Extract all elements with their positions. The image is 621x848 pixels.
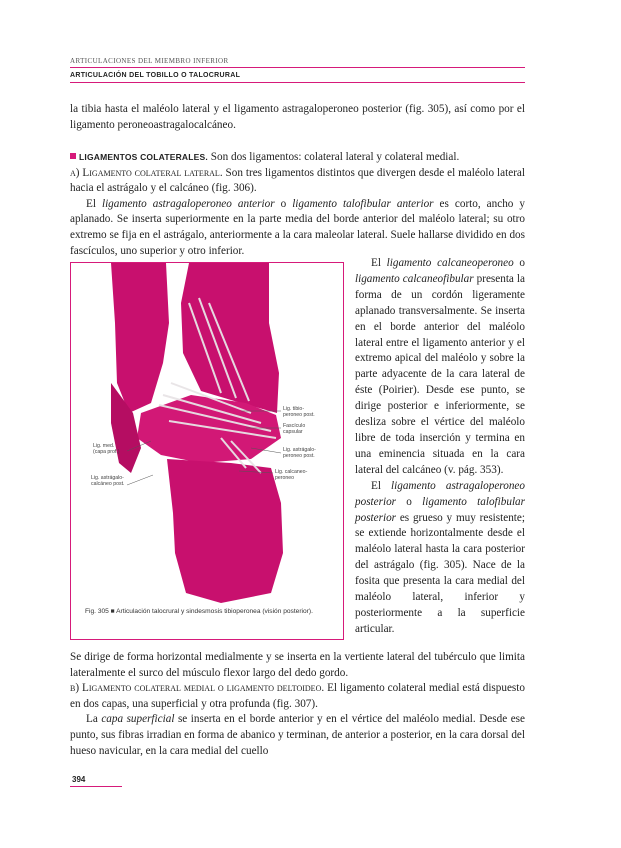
calcaneo-pre: El xyxy=(371,257,387,269)
colaterales-paragraph xyxy=(70,150,525,166)
bullet-icon xyxy=(70,153,76,159)
header-rule xyxy=(70,67,525,68)
posterior-post: es grueso y muy resistente; se extiende horizontalmente desde el maléolo lateral hasta la cara posterior del astrágalo (fig. 305). Nace de la fosita que presenta la cara medial del maléolo lateral, inferior y posteriormente a la superficie articular. xyxy=(355,511,525,635)
label-calcaneoperoneo: Lig. calcaneo- peroneo xyxy=(275,469,308,482)
bottom-text-block xyxy=(70,650,525,759)
continuation-paragraph: Se dirige de forma horizontal medialmente y se inserta en la vertiente lateral del tubérculo que limita lateralmente el surco del músculo flexor largo del dedo gordo. xyxy=(70,651,525,679)
medial-paragraph xyxy=(70,681,525,712)
main-text-block xyxy=(70,150,525,259)
lateral-paragraph xyxy=(70,166,525,197)
anterior-post: es corto, ancho y aplanado. Se inserta superiormente en la parte media del borde anterior del maléolo lateral; su otro extremo se fija en el astrágalo, anteriormente a la cara maleolar lateral. Suele hallarse dividido en dos fascículos, uno superior y otro inferior. xyxy=(70,197,526,257)
label-medial: Lig. med. (capa prof.) xyxy=(93,443,120,456)
label-tibioperoneo: Lig. tibio- peroneo post. xyxy=(283,406,315,419)
anterior-pre: El xyxy=(86,197,102,210)
running-header-section: ARTICULACIÓN DEL TOBILLO O TALOCRURAL xyxy=(70,72,241,79)
calcaneus-shape xyxy=(167,459,283,603)
colaterales-heading: LIGAMENTOS COLATERALES. xyxy=(79,152,208,162)
lateral-label: a) Ligamento colateral lateral. xyxy=(70,166,223,179)
intro-paragraph xyxy=(70,102,525,133)
label-astragaloperoneo: Lig. astrágalo- peroneo post. xyxy=(283,447,316,460)
medial-text: El ligamento colateral medial está dispuesto en dos capas, una superficial y otra profunda (fig. 307). xyxy=(70,682,525,710)
anterior-mid: o xyxy=(274,197,293,210)
superficial-pre: La xyxy=(86,713,102,726)
posterior-italic-1: ligamento astragaloperoneo posterior xyxy=(355,479,525,508)
posterior-mid: o xyxy=(396,495,423,508)
right-column xyxy=(355,256,525,638)
superficial-post: se inserta en el borde anterior y en el vértice del maléolo medial. Desde ese punto, sus fibras irradian en forma de abanico y terminan, de anterior a posterior, en la cara dorsal del hueso navicular, en la cara medial del cuello xyxy=(70,713,525,757)
posterior-pre: El xyxy=(371,479,392,492)
superficial-paragraph xyxy=(70,712,525,759)
page-number: 394 xyxy=(72,775,86,784)
page-number-rule xyxy=(70,786,122,787)
calcaneo-post: presenta la forma de un cordón ligeramente aplanado transversalmente. Se inserta en el borde anterior del maléolo lateral entre el ligamento anterior y el extremo apical del maléolo y sobre la parte adyacente de la cara lateral de éste (Poirier). Desde ese punto, se dirige posterior e inferiormente, se desliza sobre el vértice del maléolo libre de toda inserción y termina en una eminencia situada en la cara lateral del calcáneo (v. pág. 353). xyxy=(355,272,525,476)
tibia-shape xyxy=(181,263,279,413)
calcaneo-italic-2: ligamento calcaneofibular xyxy=(355,272,474,285)
lateral-text: Son tres ligamentos distintos que divergen desde el maléolo lateral hacia el astrágalo y el calcáneo (fig. 306). xyxy=(70,166,525,195)
posterior-italic-2: ligamento talofibular posterior xyxy=(355,495,526,524)
anterior-italic-2: ligamento talofibular anterior xyxy=(292,197,434,210)
medial-label: b) Ligamento colateral medial o ligamento deltoideo. xyxy=(70,682,325,695)
calcaneo-mid: o xyxy=(513,257,525,269)
figure-caption: Fig. 305 ■ Articulación talocrural y sindesmosis tibioperonea (visión posterior). xyxy=(85,608,313,615)
header-rule-2 xyxy=(70,82,525,83)
colaterales-text: Son dos ligamentos: colateral lateral y colateral medial. xyxy=(207,151,460,163)
fibula-shape xyxy=(111,263,169,413)
anterior-paragraph xyxy=(70,197,525,259)
label-fasciculo: Fascículo capsular xyxy=(283,423,306,436)
figure-305 xyxy=(70,262,344,640)
calcaneo-italic-1: ligamento calcaneoperoneo xyxy=(386,257,514,269)
label-astragalocalcaneo: Lig. astrágalo- calcáneo post. xyxy=(91,475,125,488)
posterior-paragraph xyxy=(355,479,525,638)
superficial-italic: capa superficial xyxy=(101,713,175,726)
calcaneo-paragraph xyxy=(355,256,525,479)
intro-text: la tibia hasta el maléolo lateral y el ligamento astragaloperoneo posterior (fig. 305), así como por el ligamento peroneoastragalocalcáneo. xyxy=(70,103,525,131)
running-header-chapter: ARTICULACIONES DEL MIEMBRO INFERIOR xyxy=(70,57,229,65)
anterior-italic-1: ligamento astragaloperoneo anterior xyxy=(101,197,275,210)
